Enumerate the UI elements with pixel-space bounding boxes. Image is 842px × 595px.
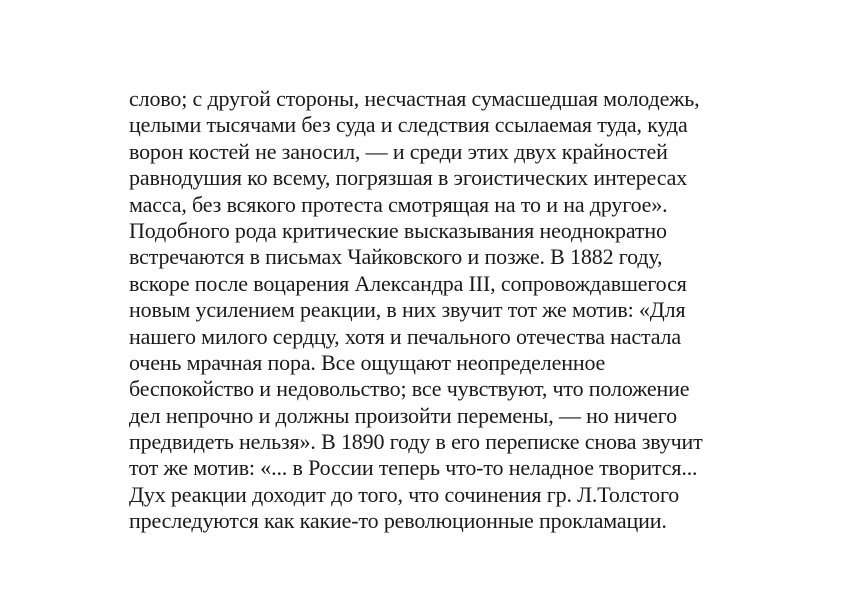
text-line: предвидеть нельзя». В 1890 году в его переписке снова звучит (129, 429, 703, 455)
text-line: нашего милого сердцу, хотя и печального отечества настала (129, 323, 681, 349)
text-line: преследуются как какие-то революционные прокламации. (129, 508, 667, 534)
text-line: ворон костей не заносил, — и среди этих двух крайностей (129, 138, 668, 164)
text-line: тот же мотив: «... в России теперь что-то неладное творится... (129, 455, 698, 481)
text-line: встречаются в письмах Чайковского и позже. В 1882 году, (129, 244, 663, 270)
text-line: дел непрочно и должны произойти перемены, — но ничего (129, 402, 677, 428)
text-line: очень мрачная пора. Все ощущают неопределенное (129, 349, 606, 375)
text-line: слово; с другой стороны, несчастная сумасшедшая молодежь, (129, 86, 700, 111)
body-text (129, 86, 729, 535)
text-line: Подобного рода критические высказывания неоднократно (129, 217, 667, 243)
text-line: вскоре после воцарения Александра III, сопровождавшегося (129, 270, 687, 296)
text-line: равнодушия ко всему, погрязшая в эгоистических интересах (129, 165, 688, 191)
text-line: Дух реакции доходит до того, что сочинения гр. Л.Толстого (129, 481, 680, 507)
text-line: масса, без всякого протеста смотрящая на то и на другое». (129, 191, 668, 217)
text-line: новым усилением реакции, в них звучит тот же мотив: «Для (129, 297, 686, 323)
text-line: беспокойство и недовольство; все чувствуют, что положение (129, 376, 690, 402)
text-line: целыми тысячами без суда и следствия ссылаемая туда, куда (129, 112, 688, 138)
